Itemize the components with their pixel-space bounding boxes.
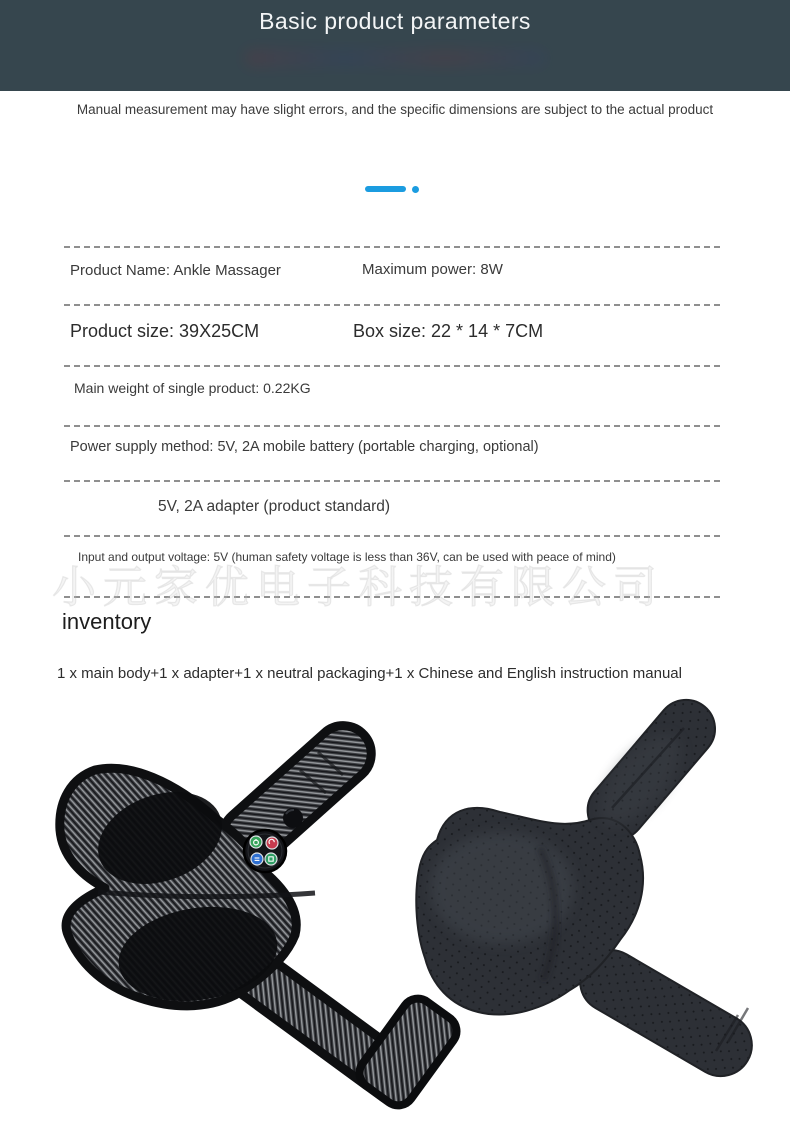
accent-dot-icon [412, 186, 419, 193]
param-product-size: Product size: 39X25CM [70, 321, 260, 341]
param-io-voltage: Input and output voltage: 5V (human safety voltage is less than 36V, can be used with peace of mind) [78, 550, 616, 564]
knob-icon [283, 808, 303, 828]
product-photo-left [60, 714, 412, 1098]
inventory-items: 1 x main body+1 x adapter+1 x neutral packaging+1 x Chinese and English instruction manual [57, 665, 682, 682]
param-power-supply: Power supply method: 5V, 2A mobile battery (portable charging, optional) [70, 439, 539, 455]
param-box-size: Box size: 22 * 14 * 7CM [353, 321, 544, 341]
product-photos [0, 690, 790, 1136]
inventory-heading: inventory [62, 609, 152, 634]
intensity-down-button [251, 853, 263, 865]
dashed-divider [64, 535, 720, 537]
param-main-weight: Main weight of single product: 0.22KG [74, 380, 311, 396]
mesh-corner-piece [353, 992, 463, 1111]
dashed-divider [64, 425, 720, 427]
intensity-up-button [265, 853, 277, 865]
param-product-name: Product Name: Ankle Massager [70, 262, 281, 279]
dashed-divider [64, 365, 720, 367]
dashed-divider [64, 480, 720, 482]
product-photo-right [353, 690, 763, 1112]
header-ghost-text [245, 49, 545, 67]
company-watermark: 小元家优电子科技有限公司 [52, 563, 664, 612]
param-adapter: 5V, 2A adapter (product standard) [158, 498, 391, 515]
param-maximum-power: Maximum power: 8W [362, 261, 503, 278]
header-band [0, 0, 790, 91]
measurement-disclaimer: Manual measurement may have slight errors, and the specific dimensions are subject to the actual product [76, 102, 714, 117]
control-pad [244, 830, 286, 872]
dashed-divider [64, 246, 720, 248]
accent-dash-icon [365, 186, 406, 192]
dashed-divider [64, 304, 720, 306]
power-button [250, 836, 262, 848]
page-title: Basic product parameters [259, 8, 531, 34]
